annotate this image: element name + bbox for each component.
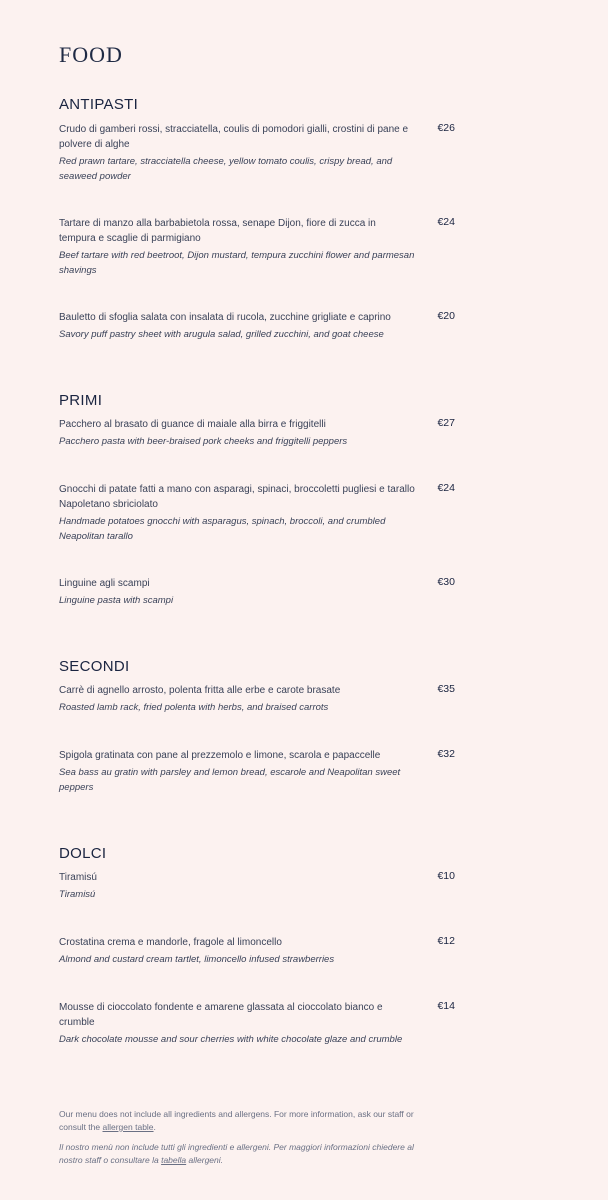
item-name-english: Tiramisú bbox=[59, 889, 96, 900]
menu-item bbox=[59, 310, 455, 342]
item-name-italian: Spigola gratinata con pane al prezzemolo e limone, scarola e papaccelle bbox=[59, 750, 381, 761]
item-name-english: Pacchero pasta with beer-braised pork cheeks and friggitelli peppers bbox=[59, 436, 348, 447]
item-price: €20 bbox=[437, 310, 455, 322]
item-price: €14 bbox=[437, 1000, 455, 1012]
item-name-italian: Pacchero al brasato di guance di maiale alla birra e friggitelli bbox=[59, 419, 326, 430]
item-name-english: Roasted lamb rack, fried polenta with herbs, and braised carrots bbox=[59, 702, 329, 713]
item-name-italian: Mousse di cioccolato fondente e amarene glassata al cioccolato bianco e crumble bbox=[59, 1002, 383, 1028]
section-title-antipasti: ANTIPASTI bbox=[59, 96, 139, 113]
allergen-note-italian-end: allergeni. bbox=[186, 1155, 223, 1165]
menu-item bbox=[59, 417, 455, 449]
menu-item bbox=[59, 748, 455, 795]
item-name-english: Red prawn tartare, stracciatella cheese, yellow tomato coulis, crispy bread, and seaweed powder bbox=[59, 156, 393, 182]
allergen-note-english bbox=[59, 1108, 429, 1134]
item-name-english: Savory puff pastry sheet with arugula salad, grilled zucchini, and goat cheese bbox=[59, 329, 384, 340]
item-name-italian: Crudo di gamberi rossi, stracciatella, coulis di pomodori gialli, crostini di pane e polvere di alghe bbox=[59, 124, 409, 150]
allergen-note-italian bbox=[59, 1141, 429, 1167]
item-price: €30 bbox=[437, 576, 455, 588]
item-price: €26 bbox=[437, 122, 455, 134]
item-price: €27 bbox=[437, 417, 455, 429]
item-name-english: Dark chocolate mousse and sour cherries with white chocolate glaze and crumble bbox=[59, 1034, 403, 1045]
item-price: €32 bbox=[437, 748, 455, 760]
section-title-dolci: DOLCI bbox=[59, 845, 107, 862]
allergen-note-english-text: Our menu does not include all ingredients and allergens. For more information, ask our staff or consult the bbox=[59, 1109, 414, 1132]
item-price: €35 bbox=[437, 683, 455, 695]
item-price: €12 bbox=[437, 935, 455, 947]
item-price: €24 bbox=[437, 482, 455, 494]
menu-item bbox=[59, 683, 455, 715]
menu-item bbox=[59, 576, 455, 608]
page-title: FOOD bbox=[59, 42, 123, 67]
item-name-english: Handmade potatoes gnocchi with asparagus, spinach, broccoli, and crumbled Neapolitan tarallo bbox=[59, 516, 386, 542]
item-price: €10 bbox=[437, 870, 455, 882]
menu-item bbox=[59, 870, 455, 902]
allergen-note-english-end: . bbox=[153, 1122, 156, 1132]
section-title-secondi: SECONDI bbox=[59, 658, 130, 675]
item-name-italian: Linguine agli scampi bbox=[59, 578, 150, 589]
item-name-italian: Bauletto di sfoglia salata con insalata di rucola, zucchine grigliate e caprino bbox=[59, 312, 391, 323]
item-name-italian: Tiramisú bbox=[59, 872, 97, 883]
menu-item bbox=[59, 935, 455, 967]
menu-item bbox=[59, 1000, 455, 1047]
item-name-english: Linguine pasta with scampi bbox=[59, 595, 174, 606]
allergen-table-link[interactable]: allergen table bbox=[102, 1122, 154, 1132]
item-name-italian: Carrè di agnello arrosto, polenta fritta alle erbe e carote brasate bbox=[59, 685, 341, 696]
item-name-english: Almond and custard cream tartlet, limoncello infused strawberries bbox=[59, 954, 335, 965]
item-name-italian: Gnocchi di patate fatti a mano con asparagi, spinaci, broccoletti pugliesi e tarallo Napoletano sbriciolato bbox=[59, 484, 415, 510]
allergen-note-italian-text: Il nostro menù non include tutti gli ingredienti e allergeni. Per maggiori informazioni chiedere al nostro staff o consultare la bbox=[59, 1142, 414, 1165]
menu-item bbox=[59, 216, 455, 278]
section-title-primi: PRIMI bbox=[59, 392, 103, 409]
menu-item bbox=[59, 122, 455, 184]
item-price: €24 bbox=[437, 216, 455, 228]
item-name-italian: Crostatina crema e mandorle, fragole al limoncello bbox=[59, 937, 282, 948]
tabella-allergeni-link[interactable]: tabella bbox=[161, 1155, 187, 1165]
allergen-note bbox=[59, 1108, 429, 1167]
item-name-english: Sea bass au gratin with parsley and lemon bread, escarole and Neapolitan sweet peppers bbox=[59, 767, 401, 793]
item-name-italian: Tartare di manzo alla barbabietola rossa, senape Dijon, fiore di zucca in tempura e scaglie di parmigiano bbox=[59, 218, 376, 244]
item-name-english: Beef tartare with red beetroot, Dijon mustard, tempura zucchini flower and parmesan shavings bbox=[59, 250, 415, 276]
menu-item bbox=[59, 482, 455, 544]
